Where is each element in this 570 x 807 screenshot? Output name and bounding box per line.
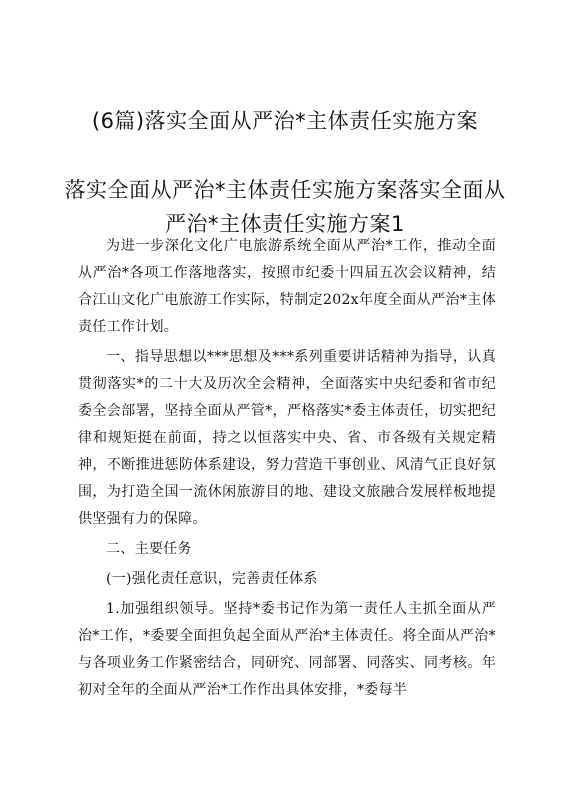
document-body [78,233,496,704]
heading-responsibility-system: (一)强化责任意识，完善责任体系 [106,571,318,587]
section-title: 落实全面从严治*主体责任实施方案落实全面从严治*主体责任实施方案1 [64,178,506,236]
paragraph-intro: 为进一步深化文化广电旅游系统全面从严治*工作，推动全面从严治*各项工作落地落实，按照市纪委十四届五次会议精神，结合江山文化广电旅游工作实际，特制定202x年度全面从严治*主体责任工作计划。 [78,238,496,335]
paragraph-organizational-leadership: 1.加强组织领导。坚持*委书记作为第一责任人主抓全面从严治*工作，*委要全面担负起全面从严治*主体责任。将全面从严治*与各项业务工作紧密结合，同研究、同部署、同落实、同考核。年初对全年的全面从严治*工作作出具体安排，*委每半 [78,601,496,698]
paragraph-guiding-ideology: 一、指导思想以***思想及***系列重要讲话精神为指导，认真贯彻落实*的二十大及历次全会精神，全面落实中央纪委和省市纪委全会部署，坚持全面从严管*，严格落实*委主体责任，切实把纪律和规矩挺在前面，持之以恒落实中央、省、市各级有关规定精神，不断推进惩防体系建设，努力营造干事创业、风清气正良好氛围，为打造全国一流休闲旅游目的地、建设文旅融合发展样板地提供坚强有力的保障。 [78,349,496,527]
document-title: (6篇)落实全面从严治*主体责任实施方案 [91,109,479,133]
heading-main-tasks: 二、主要任务 [106,541,192,557]
